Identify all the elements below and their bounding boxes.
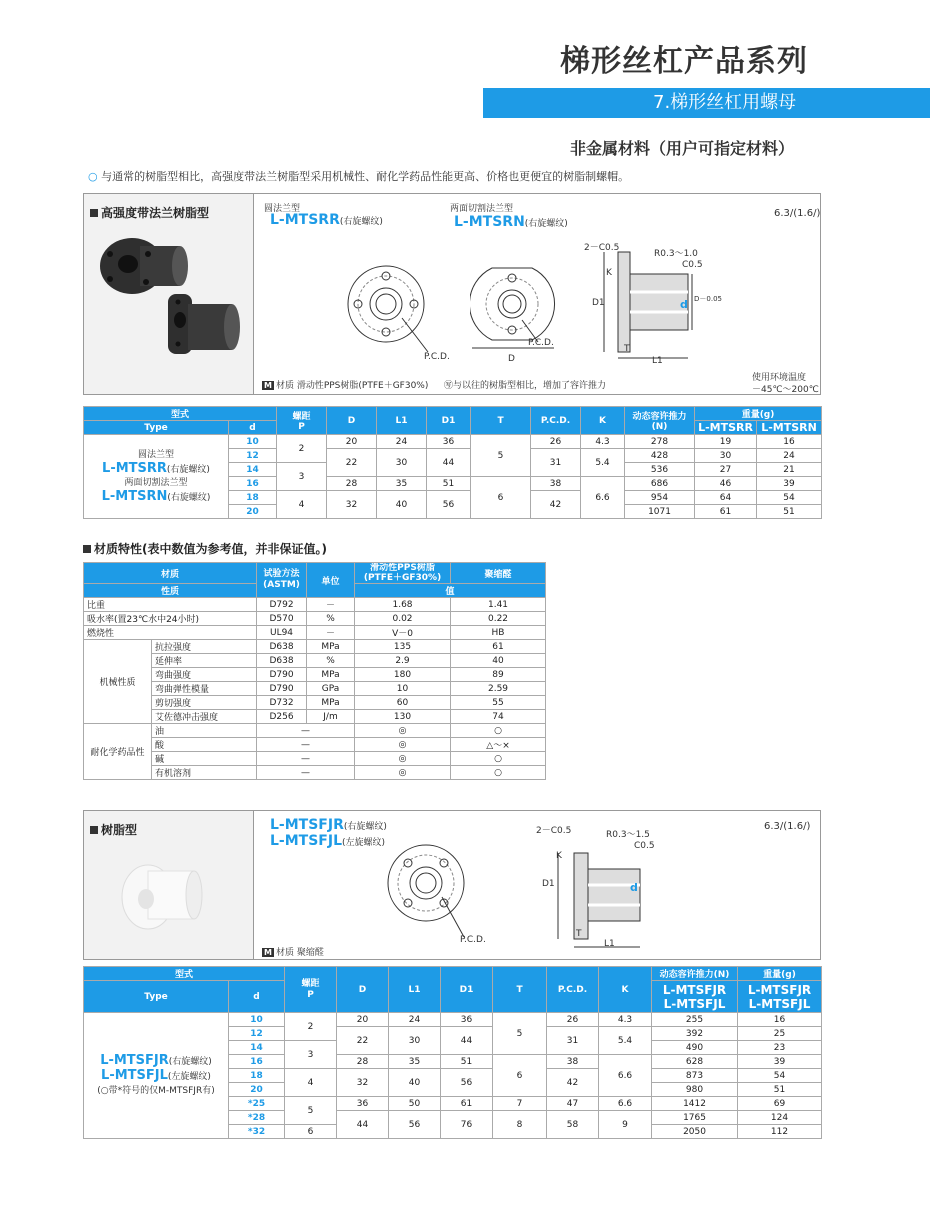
t2-D: 44 bbox=[337, 1111, 389, 1139]
t2-W: 69 bbox=[738, 1097, 822, 1111]
t1-D1: 51 bbox=[427, 477, 471, 491]
t1-w1: 46 bbox=[695, 477, 757, 491]
t1-w1: 30 bbox=[695, 449, 757, 463]
mat-prop: 剪切强度 bbox=[152, 696, 257, 710]
panel-2-model-2-suffix: (左旋螺纹) bbox=[342, 838, 386, 848]
mat-method: D790 bbox=[257, 682, 307, 696]
t1-D: 28 bbox=[327, 477, 377, 491]
mat-group-mech: 机械性质 bbox=[84, 640, 152, 724]
material-1-text: 材质 滑动性PPS树脂(PTFE＋GF30%) bbox=[275, 381, 429, 391]
material-line-2 bbox=[262, 945, 324, 958]
t1-d: 12 bbox=[229, 449, 277, 463]
mat-method: D638 bbox=[257, 640, 307, 654]
temp-label: 使用环境温度 bbox=[752, 373, 807, 383]
t1-F: 686 bbox=[625, 477, 695, 491]
t2-K: 6.6 bbox=[599, 1097, 652, 1111]
dim-2c05-label-2: 2－C0.5 bbox=[536, 826, 572, 836]
th-weight-mtsrr: L-MTSRR bbox=[695, 421, 757, 435]
t2-D1: 51 bbox=[441, 1055, 493, 1069]
t2-W: 23 bbox=[738, 1041, 822, 1055]
t2-F: 392 bbox=[652, 1027, 738, 1041]
mat-unit: % bbox=[307, 612, 355, 626]
t1-PCD: 26 bbox=[531, 435, 581, 449]
t1-w2: 51 bbox=[757, 505, 822, 519]
th-pcd: P.C.D. bbox=[531, 407, 581, 435]
panel-2-model-2 bbox=[270, 833, 385, 849]
round-flange-label: 圆法兰型 bbox=[264, 204, 301, 214]
t1-D: 20 bbox=[327, 435, 377, 449]
mat-method: D790 bbox=[257, 668, 307, 682]
th-weight-mtsrn: L-MTSRN bbox=[757, 421, 822, 435]
panel-2-model-1 bbox=[270, 817, 387, 833]
t2-D: 32 bbox=[337, 1069, 389, 1097]
t1-T: 5 bbox=[471, 435, 531, 477]
mat-unit: J/m bbox=[307, 710, 355, 724]
t1-F: 1071 bbox=[625, 505, 695, 519]
t2-F: 873 bbox=[652, 1069, 738, 1083]
t1-D1: 36 bbox=[427, 435, 471, 449]
t1-F: 536 bbox=[625, 463, 695, 477]
t2-D1: 36 bbox=[441, 1013, 493, 1027]
section-heading: 非金属材料（用户可指定材料） bbox=[570, 139, 795, 158]
t2-d: *32 bbox=[229, 1125, 285, 1139]
type2-model-1-name: L-MTSFJR bbox=[100, 1052, 169, 1068]
th-D: D bbox=[327, 407, 377, 435]
mat-method: D256 bbox=[257, 710, 307, 724]
th-type-2: Type bbox=[84, 981, 229, 1013]
t2-F: 255 bbox=[652, 1013, 738, 1027]
t2-PCD: 38 bbox=[547, 1055, 599, 1069]
th-pitch: 螺距 P bbox=[277, 407, 327, 435]
mat-prop: 抗拉强度 bbox=[152, 640, 257, 654]
t2-P: 2 bbox=[285, 1013, 337, 1041]
th-force-models: L-MTSFJR L-MTSFJL bbox=[652, 981, 738, 1013]
subtitle-bar: 7.梯形丝杠用螺母 bbox=[483, 88, 930, 118]
t1-PCD: 38 bbox=[531, 477, 581, 491]
type-model-2 bbox=[84, 490, 228, 505]
t2-F: 1765 bbox=[652, 1111, 738, 1125]
t1-d: 14 bbox=[229, 463, 277, 477]
type-model-2-suffix: (右旋螺纹) bbox=[167, 492, 211, 503]
cut-flange-model bbox=[454, 214, 568, 230]
t2-W: 39 bbox=[738, 1055, 822, 1069]
t1-D: 32 bbox=[327, 491, 377, 519]
mat-pps: 135 bbox=[355, 640, 451, 654]
mat-prop: 艾佐德冲击强度 bbox=[152, 710, 257, 724]
dim-l1-label: L1 bbox=[652, 356, 663, 366]
materials-table bbox=[83, 562, 546, 780]
th-force-2: 动态容许推力(N) bbox=[652, 967, 738, 981]
intro-body: 与通常的树脂型相比，高强度带法兰树脂型采用机械性、耐化学药品性能更高、价格也更便宜的树脂制螺帽。 bbox=[101, 170, 630, 183]
mat-pps: 130 bbox=[355, 710, 451, 724]
type2-model-2-suffix: (左旋螺纹) bbox=[167, 1071, 211, 1082]
mat-pom: 55 bbox=[451, 696, 546, 710]
mat-prop: 酸 bbox=[152, 738, 257, 752]
dim-l1-label-2: L1 bbox=[604, 939, 615, 949]
temp-value: －45℃～200℃ bbox=[752, 385, 819, 395]
type-cell-1 bbox=[84, 435, 229, 519]
t1-d: 10 bbox=[229, 435, 277, 449]
t2-W: 124 bbox=[738, 1111, 822, 1125]
th-type-group-2: 型式 bbox=[84, 967, 285, 981]
t2-T: 5 bbox=[493, 1013, 547, 1055]
th-pitch-2: 螺距 P bbox=[285, 967, 337, 1013]
t1-PCD: 31 bbox=[531, 449, 581, 477]
mat-method: D570 bbox=[257, 612, 307, 626]
type2-model-1-suffix: (右旋螺纹) bbox=[168, 1056, 212, 1067]
panel-2-title: 树脂型 bbox=[90, 821, 137, 838]
t2-D: 28 bbox=[337, 1055, 389, 1069]
t1-w1: 64 bbox=[695, 491, 757, 505]
mat-group-chem: 耐化学药品性 bbox=[84, 724, 152, 780]
t2-L1: 56 bbox=[389, 1111, 441, 1139]
t2-d: 14 bbox=[229, 1041, 285, 1055]
mat-pom: 61 bbox=[451, 640, 546, 654]
th-K-2: K bbox=[599, 967, 652, 1013]
t1-d: 16 bbox=[229, 477, 277, 491]
t2-d: 10 bbox=[229, 1013, 285, 1027]
mat-unit: MPa bbox=[307, 640, 355, 654]
t1-D1: 56 bbox=[427, 491, 471, 519]
th-property: 性质 bbox=[84, 584, 257, 598]
material-line-1 bbox=[262, 378, 428, 391]
dim-d1-label: D1 bbox=[592, 298, 605, 308]
cut-flange-model-name: L-MTSRN bbox=[454, 214, 525, 230]
t2-F: 980 bbox=[652, 1083, 738, 1097]
type-model-1 bbox=[84, 462, 228, 477]
material-2-text: 材质 聚缩醛 bbox=[275, 948, 324, 958]
th-material: 材质 bbox=[84, 563, 257, 584]
th-weight: 重量(g) bbox=[695, 407, 822, 421]
material-icon: M bbox=[264, 381, 272, 390]
mat-prop: 燃烧性 bbox=[84, 626, 257, 640]
type2-model-2-name: L-MTSFJL bbox=[101, 1067, 168, 1083]
t1-K: 6.6 bbox=[581, 477, 625, 519]
panel-2-model-1-suffix: (右旋螺纹) bbox=[343, 822, 387, 832]
improvement-note bbox=[444, 378, 606, 391]
t2-P: 6 bbox=[285, 1125, 337, 1139]
t2-PCD: 42 bbox=[547, 1069, 599, 1097]
t1-w2: 21 bbox=[757, 463, 822, 477]
mat-method: D732 bbox=[257, 696, 307, 710]
t1-d: 18 bbox=[229, 491, 277, 505]
mat-pom: ○ bbox=[451, 724, 546, 738]
th-T-2: T bbox=[493, 967, 547, 1013]
t2-L1: 40 bbox=[389, 1069, 441, 1097]
th-weight-2: 重量(g) bbox=[738, 967, 822, 981]
t2-W: 112 bbox=[738, 1125, 822, 1139]
t1-d: 20 bbox=[229, 505, 277, 519]
dim-k-label-2: K bbox=[556, 851, 562, 861]
th-D-2: D bbox=[337, 967, 389, 1013]
t2-F: 628 bbox=[652, 1055, 738, 1069]
th-unit: 单位 bbox=[307, 563, 355, 598]
dim-c05-label: C0.5 bbox=[682, 260, 703, 270]
t2-D1: 44 bbox=[441, 1027, 493, 1055]
mat-prop: 比重 bbox=[84, 598, 257, 612]
t1-w2: 39 bbox=[757, 477, 822, 491]
th-L1-2: L1 bbox=[389, 967, 441, 1013]
th-D1-2: D1 bbox=[441, 967, 493, 1013]
t2-W: 25 bbox=[738, 1027, 822, 1041]
th-type: Type bbox=[84, 421, 229, 435]
mat-pps: ◎ bbox=[355, 738, 451, 752]
t2-P: 4 bbox=[285, 1069, 337, 1097]
dim-r-label-2: R0.3～1.5 bbox=[606, 830, 650, 840]
t1-P: 3 bbox=[277, 463, 327, 491]
mat-pom: 0.22 bbox=[451, 612, 546, 626]
t2-PCD: 58 bbox=[547, 1111, 599, 1139]
t2-T: 8 bbox=[493, 1111, 547, 1139]
t1-L1: 30 bbox=[377, 449, 427, 477]
round-flange-model bbox=[270, 212, 383, 228]
circle-icon: ○ bbox=[88, 170, 98, 183]
dim-D-tolerance-label: D－0.05 bbox=[694, 295, 722, 303]
t1-P: 4 bbox=[277, 491, 327, 519]
t2-D1: 56 bbox=[441, 1069, 493, 1097]
th-K: K bbox=[581, 407, 625, 435]
th-value: 值 bbox=[355, 584, 546, 598]
t2-K: 9 bbox=[599, 1111, 652, 1139]
th-d-2: d bbox=[229, 981, 285, 1013]
t2-d: 16 bbox=[229, 1055, 285, 1069]
intro-text bbox=[88, 168, 629, 184]
t1-T: 6 bbox=[471, 477, 531, 519]
mat-pom: 2.59 bbox=[451, 682, 546, 696]
t2-PCD: 31 bbox=[547, 1027, 599, 1055]
round-flange-model-suffix: (右旋螺纹) bbox=[339, 217, 383, 227]
t1-F: 278 bbox=[625, 435, 695, 449]
surface-finish: 6.3/(1.6/) bbox=[774, 208, 821, 219]
mat-pps: 60 bbox=[355, 696, 451, 710]
nut-photo-white-icon bbox=[118, 845, 218, 945]
type-cell-2 bbox=[84, 1013, 229, 1139]
dim-d-label-2: d bbox=[630, 881, 638, 894]
mat-method: UL94 bbox=[257, 626, 307, 640]
t2-PCD: 26 bbox=[547, 1013, 599, 1027]
mat-prop: 延伸率 bbox=[152, 654, 257, 668]
mat-prop: 有机溶剂 bbox=[152, 766, 257, 780]
t1-K: 5.4 bbox=[581, 449, 625, 477]
th-D1: D1 bbox=[427, 407, 471, 435]
spec-table-2 bbox=[83, 966, 822, 1139]
mat-pom: 89 bbox=[451, 668, 546, 682]
mat-prop: 弯曲强度 bbox=[152, 668, 257, 682]
mat-pps: 180 bbox=[355, 668, 451, 682]
pcd-label-2: P.C.D. bbox=[528, 338, 554, 348]
type-model-2-name: L-MTSRN bbox=[101, 488, 168, 504]
type-model-1-name: L-MTSRR bbox=[102, 460, 167, 476]
round-flange-model-name: L-MTSRR bbox=[270, 212, 340, 228]
improvement-text: 与以往的树脂型相比，增加了容许推力 bbox=[453, 381, 607, 391]
mat-dash: — bbox=[257, 766, 355, 780]
t2-L1: 50 bbox=[389, 1097, 441, 1111]
th-weight-models: L-MTSFJR L-MTSFJL bbox=[738, 981, 822, 1013]
t2-L1: 30 bbox=[389, 1027, 441, 1055]
mat-pps: 1.68 bbox=[355, 598, 451, 612]
th-type-group: 型式 bbox=[84, 407, 277, 421]
t2-d: 20 bbox=[229, 1083, 285, 1097]
mat-pom: ○ bbox=[451, 766, 546, 780]
t1-D: 22 bbox=[327, 449, 377, 477]
mat-dash: — bbox=[257, 724, 355, 738]
mat-prop: 油 bbox=[152, 724, 257, 738]
cut-flange-model-suffix: (右旋螺纹) bbox=[524, 219, 568, 229]
product-panel-1 bbox=[83, 193, 821, 395]
type-label-2: 两面切割法兰型 bbox=[124, 477, 188, 488]
t2-W: 16 bbox=[738, 1013, 822, 1027]
t2-D: 36 bbox=[337, 1097, 389, 1111]
materials-title: 材质特性(表中数值为参考值，并非保证值。) bbox=[83, 540, 327, 557]
type-model-1-suffix: (右旋螺纹) bbox=[166, 464, 210, 475]
panel-1-photo-area bbox=[84, 194, 254, 394]
th-force: 动态容许推力 (N) bbox=[625, 407, 695, 435]
t2-F: 2050 bbox=[652, 1125, 738, 1139]
th-T: T bbox=[471, 407, 531, 435]
mat-pps: ◎ bbox=[355, 752, 451, 766]
mat-unit: MPa bbox=[307, 668, 355, 682]
dim-k-label: K bbox=[606, 268, 612, 278]
dim-c05-label-2: C0.5 bbox=[634, 841, 655, 851]
dim-d-label: d bbox=[680, 298, 688, 311]
t1-w2: 24 bbox=[757, 449, 822, 463]
th-d: d bbox=[229, 421, 277, 435]
t1-D1: 44 bbox=[427, 449, 471, 477]
t2-d: 12 bbox=[229, 1027, 285, 1041]
th-pom: 聚缩醛 bbox=[451, 563, 546, 584]
t1-F: 428 bbox=[625, 449, 695, 463]
t2-d: *25 bbox=[229, 1097, 285, 1111]
t2-W: 51 bbox=[738, 1083, 822, 1097]
mat-pps: 10 bbox=[355, 682, 451, 696]
dim-t-label: T bbox=[624, 344, 630, 354]
t2-T: 7 bbox=[493, 1097, 547, 1111]
t1-L1: 35 bbox=[377, 477, 427, 491]
improvement-icon: ㊢ bbox=[444, 381, 454, 391]
pcd-label-3: P.C.D. bbox=[460, 935, 486, 945]
mat-prop: 碱 bbox=[152, 752, 257, 766]
mat-unit: GPa bbox=[307, 682, 355, 696]
t2-K: 6.6 bbox=[599, 1055, 652, 1097]
mat-dash: — bbox=[257, 738, 355, 752]
mat-pps: ◎ bbox=[355, 724, 451, 738]
t1-w1: 61 bbox=[695, 505, 757, 519]
t1-L1: 40 bbox=[377, 491, 427, 519]
th-pps: 滑动性PPS树脂 (PTFE＋GF30%) bbox=[355, 563, 451, 584]
t1-PCD: 42 bbox=[531, 491, 581, 519]
t1-w2: 54 bbox=[757, 491, 822, 505]
mat-unit: MPa bbox=[307, 696, 355, 710]
th-pcd-2: P.C.D. bbox=[547, 967, 599, 1013]
t1-F: 954 bbox=[625, 491, 695, 505]
mat-pps: 0.02 bbox=[355, 612, 451, 626]
panel-1-title: 高强度带法兰树脂型 bbox=[90, 204, 209, 221]
dim-2c05-label: 2－C0.5 bbox=[584, 243, 620, 253]
mat-pps: ◎ bbox=[355, 766, 451, 780]
type2-model-2 bbox=[84, 1069, 228, 1084]
mat-pps: 2.9 bbox=[355, 654, 451, 668]
t2-D1: 61 bbox=[441, 1097, 493, 1111]
cut-flange-drawing bbox=[470, 260, 570, 368]
t2-D1: 76 bbox=[441, 1111, 493, 1139]
t2-d: *28 bbox=[229, 1111, 285, 1125]
type2-model-1 bbox=[84, 1054, 228, 1069]
t2-F: 490 bbox=[652, 1041, 738, 1055]
t2-T: 6 bbox=[493, 1055, 547, 1097]
surface-finish-2: 6.3/(1.6/) bbox=[764, 821, 811, 832]
mat-unit: % bbox=[307, 654, 355, 668]
mat-method: D638 bbox=[257, 654, 307, 668]
mat-pom: ○ bbox=[451, 752, 546, 766]
t2-PCD: 47 bbox=[547, 1097, 599, 1111]
mat-pps: V－0 bbox=[355, 626, 451, 640]
type-label-1: 圆法兰型 bbox=[137, 449, 174, 460]
mat-pom: 74 bbox=[451, 710, 546, 724]
panel-2-model-1-name: L-MTSFJR bbox=[270, 817, 344, 833]
dim-t-label-2: T bbox=[576, 929, 582, 939]
mat-unit: － bbox=[307, 626, 355, 640]
panel-2-photo-area bbox=[84, 811, 254, 959]
t1-P: 2 bbox=[277, 435, 327, 463]
mat-pom: 40 bbox=[451, 654, 546, 668]
t2-W: 54 bbox=[738, 1069, 822, 1083]
type2-note: (○带*符号的仅M-MTSFJR有) bbox=[97, 1085, 215, 1096]
t2-d: 18 bbox=[229, 1069, 285, 1083]
t2-L1: 35 bbox=[389, 1055, 441, 1069]
nut-photo-dark-icon bbox=[88, 224, 252, 390]
mat-dash: — bbox=[257, 752, 355, 766]
t2-F: 1412 bbox=[652, 1097, 738, 1111]
panel-2-model-2-name: L-MTSFJL bbox=[270, 833, 342, 849]
t1-K: 4.3 bbox=[581, 435, 625, 449]
th-L1: L1 bbox=[377, 407, 427, 435]
mat-unit: － bbox=[307, 598, 355, 612]
t2-D: 20 bbox=[337, 1013, 389, 1027]
dim-d1-label-2: D1 bbox=[542, 879, 555, 889]
mat-prop: 吸水率(置23℃水中24小时) bbox=[84, 612, 257, 626]
t1-w1: 27 bbox=[695, 463, 757, 477]
material-icon-2: M bbox=[264, 948, 272, 957]
dim-D-label: D bbox=[508, 354, 515, 364]
mat-method: D792 bbox=[257, 598, 307, 612]
t1-w2: 16 bbox=[757, 435, 822, 449]
t2-K: 4.3 bbox=[599, 1013, 652, 1027]
t1-w1: 19 bbox=[695, 435, 757, 449]
t2-L1: 24 bbox=[389, 1013, 441, 1027]
th-method: 试验方法 (ASTM) bbox=[257, 563, 307, 598]
t2-D: 22 bbox=[337, 1027, 389, 1055]
mat-pom: HB bbox=[451, 626, 546, 640]
t1-L1: 24 bbox=[377, 435, 427, 449]
t2-P: 3 bbox=[285, 1041, 337, 1069]
cut-flange-label: 两面切割法兰型 bbox=[450, 204, 514, 214]
dim-r-label: R0.3～1.0 bbox=[654, 249, 698, 259]
mat-pom: △～× bbox=[451, 738, 546, 752]
t2-P: 5 bbox=[285, 1097, 337, 1125]
t2-K: 5.4 bbox=[599, 1027, 652, 1055]
mat-prop: 弯曲弹性模量 bbox=[152, 682, 257, 696]
pcd-label-1: P.C.D. bbox=[424, 352, 450, 362]
spec-table-1 bbox=[83, 406, 822, 519]
product-panel-2 bbox=[83, 810, 821, 960]
resin-flange-drawing bbox=[384, 839, 494, 947]
page-title: 梯形丝杠产品系列 bbox=[560, 44, 808, 79]
mat-pom: 1.41 bbox=[451, 598, 546, 612]
